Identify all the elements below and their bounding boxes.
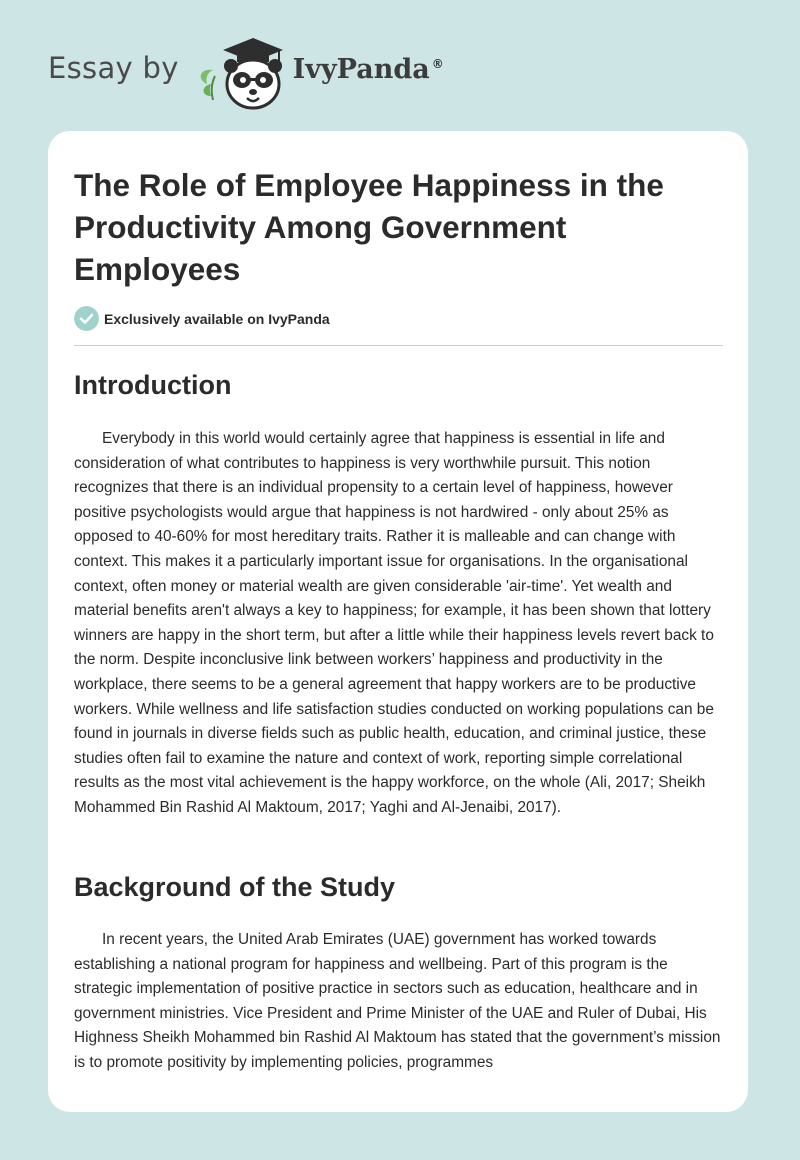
panda-logo-icon (193, 32, 289, 112)
essay-card (48, 131, 748, 1112)
brand-name: IvyPanda ® (292, 53, 444, 85)
essay-title: The Role of Employee Happiness in the Productivity Among Government Employees (74, 167, 664, 287)
exclusive-label: Exclusively available on IvyPanda (104, 310, 330, 327)
check-circle-icon (74, 306, 99, 331)
section-paragraph-introduction: Everybody in this world would certainly agree that happiness is essential in life and consideration of what contributes to happiness is very worthwhile pursuit. This notion recognizes that there is an individual propensity to a certain level of happiness, however positive psychologists would argue that happiness is not hardwired - only about 25% as opposed to 40-60% for most hereditary traits. Rather it is malleable and can change with context. This makes it a particularly important issue for organisations. In the organisational context, often money or material wealth are given considerable 'air-time'. Yet wealth and material benefits aren't always a key to happiness; for example, it has been shown that lottery winners are happy in the short term, but after a little while their happiness levels revert back to the norm. Despite inconclusive link between workers’ happiness and productivity in the workplace, there seems to be a general agreement that happy workers are to be productive workers. While wellness and life satisfaction studies conducted on working populations can be found in journals in diverse fields such as public health, education, and criminal justice, these studies often fail to examine the nature and context of work, reporting simple correlational results as the most vital achievement is the happy workforce, on the whole (Ali, 2017; Sheikh Mohammed Bin Rashid Al Maktoum, 2017; Yaghi and Al-Jenaibi, 2017). (74, 430, 714, 816)
registered-mark: ® (431, 56, 444, 71)
brand-prefix: Essay by (48, 51, 179, 85)
section-heading-introduction: Introduction (74, 370, 232, 400)
brand-logo[interactable] (48, 32, 444, 112)
section-heading-background: Background of the Study (74, 872, 396, 902)
exclusive-badge (74, 306, 330, 331)
section-paragraph-background: In recent years, the United Arab Emirates (UAE) government has worked towards establishing a national program for happiness and wellbeing. Part of this program is the strategic implementation of positive practice in sectors such as education, healthcare and in government ministries. Vice President and Prime Minister of the UAE and Ruler of Dubai, His Highness Sheikh Mohammed bin Rashid Al Maktoum has stated that the government’s mission is to promote positivity by implementing policies, programmes (74, 931, 721, 1071)
divider (74, 345, 723, 346)
